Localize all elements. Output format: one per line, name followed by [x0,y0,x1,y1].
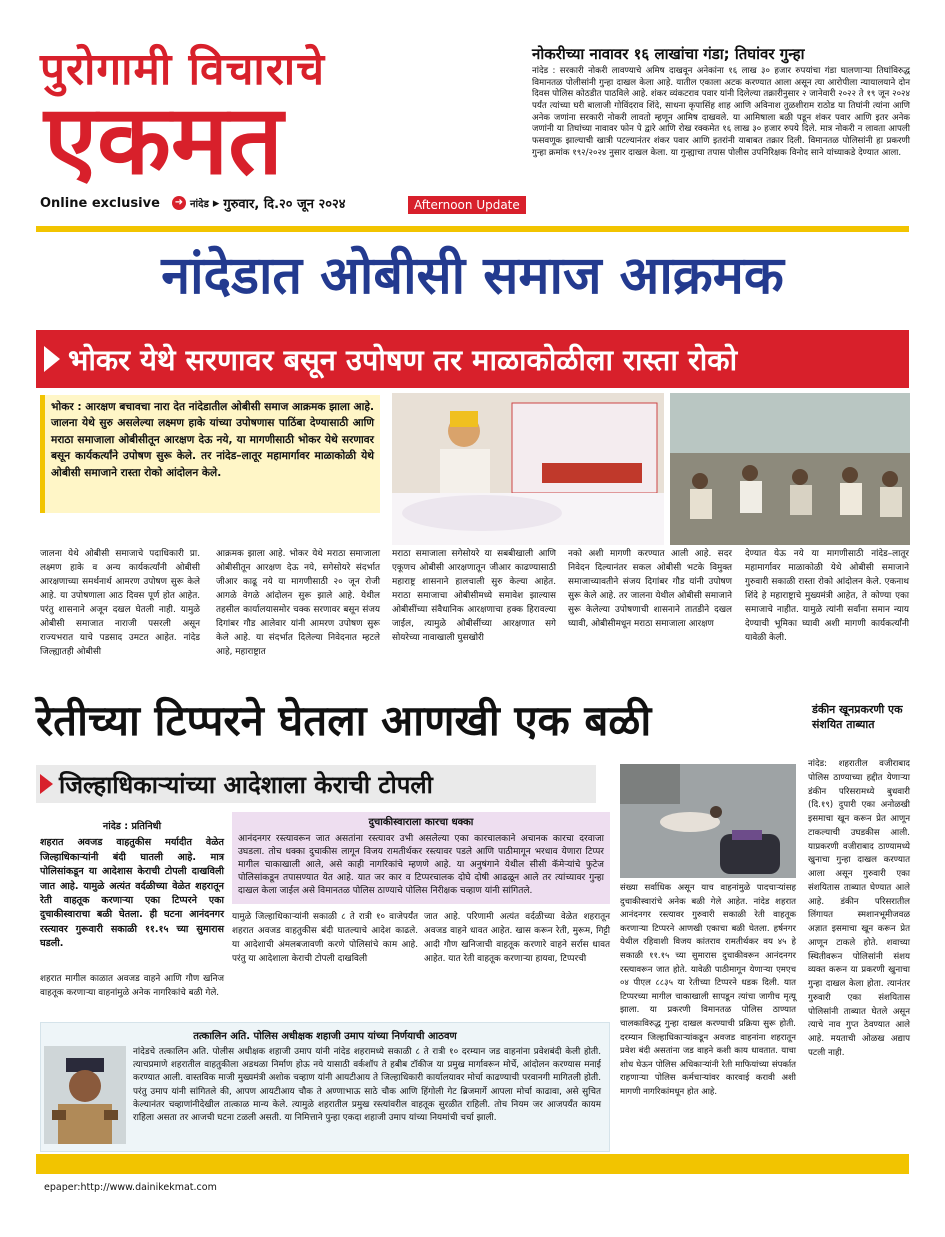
second-byline: नांदेड : प्रतिनिधी [102,821,162,832]
dateline [172,194,346,212]
lead-subheadline: भोकर येथे सरणावर बसून उपोषण तर माळाकोळीला रास्ता रोको [68,342,738,377]
accident-box [232,812,610,904]
footer-url: epaper:http://www.dainikekmat.com [44,1182,217,1193]
masthead-tagline: पुरोगामी विचाराचे [40,44,326,95]
second-lead [40,820,224,952]
lead-headline: नांदेडात ओबीसी समाज आक्रमक [161,246,784,306]
lead-col-1: जालना येथे ओबीसी समाजाचे पदाधिकारी प्रा. लक्ष्मण हाके व अन्य कार्यकर्त्यांनी ओबीसी आरक्षणाच्या समर्थनार्थ आमरण उपोषण सुरू केले आहे. या उपोषणाला आठ दिवस पूर्ण होत आहेत. परंतु शासनाने अजून दखल घेतली नाही. यामुळे ओबीसी समाजात नाराजी पसरली असून राज्यभरात याचे पडसाद उमटत आहेत. नांदेड जिल्ह्यातही ओबीसी [40,549,200,658]
edition-badge: Afternoon Update [408,196,526,214]
hunger-strike-photo [392,393,664,545]
memory-box-title: तत्कालिन अति. पोलिस अधीक्षक शहाजी उमाप यांच्या निर्णयाची आठवण [193,1031,457,1042]
second-col-4: संख्या सर्वाधिक असून याच वाहनांमुळे पादचाऱ्यांसह दुचाकीस्वारांचे अनेक बळी गेले आहेत. नांदेड शहरात आनंदनगर रस्त्यावर गुरुवारी सकाळी रेती वाहतूक करणाऱ्या टिप्परने आणखी एकाचा बळी घेतला. हर्षनगर येथील रहिवाशी विजय कांतराव रामतीर्थकर वय ४५ हे सकाळी ११.१५ च्या सुमारास दुचाकीवरून आनंदनगर रस्त्यावरून जात होते. यावेळी पाठीमागून येणाऱ्या एमएच ०४ पीएल ८८३५ या रेतीच्या टिप्परने धडक दिली. यात टिप्परच्या मागील चाकाखाली सापडून त्यांचा जागीच मृत्यू झाला. या प्रकरणी विमानतळ पोलिस ठाण्यात चालकाविरुद्ध गुन्हा दाखल करण्याची प्रक्रिया सुरू होती. दरम्यान जिल्हाधिकाऱ्यांकडून अवजड वाहनांना शहरातून प्रवेश बंदी असतांना जड वाहने कशी काय धावतात. याचा शोध घेऊन पोलिस अधिकाऱ्यांनी रेती माफियांच्या संपर्कात राहणाऱ्या पोलिस कर्मचाऱ्यांवर कारवाई करावी अशी मागणी नागरिकांमधून होत आहे. [620,883,796,1097]
online-exclusive-label: Online exclusive [40,196,160,211]
dateline-separator: ▸ [212,195,220,211]
lead-subheadline-banner [36,330,909,388]
accident-box-title: दुचाकीस्वाराला कारचा धक्का [368,817,474,828]
officer-photo [44,1046,126,1144]
third-story-headline: डंकीन खूनप्रकरणी एक संशयित ताब्यात [812,703,903,732]
side-story-body: नांदेड : सरकारी नोकरी लावण्याचे अमिष दाखवून अनेकांना १६ लाख ३० हजार रुपयांचा गंडा घालणाऱ्या तिघांविरुद्ध विमानतळ पोलीसांनी गुन्हा दाखल केला आहे. यातील एकाला अटक करण्यात आला असून त्या आरोपीला न्यायालयाने दोन दिवस पोलिस कोठडीत पाठविले आहे. शंकर व्यंकटराव पवार यांनी दिलेल्या तक्रारीनुसार २ जानेवारी २०२२ ते १९ जून २०२४ पर्यंत त्यांच्या घरी बालाजी गोविंदराव शिंदे, साधना कृपासिंह शाह आणि अविनाश तुळशीराम राठोड या तिघांनी त्यांना आणि अनेक जणांना सरकारी नोकरी लावतो म्हणून आमिष दाखवले. या आमिषाला बळी पडून शंकर पवार आणि इतर अनेक जणांनी या तिघांच्या नावावर फोन पे द्वारे आणि रोख रक्कमेत १६ लाख ३० हजार रुपये दिले. मात्र नोकरी न लावता आपली फसवणूक झाल्याची खात्री पटल्यानंतर शंकर पवार आणि इतरांनी याबाबत तक्रार दिली. विमानतळ पोलिसांनी हा प्रकरणी गुन्हा क्रमांक १९२/२०२४ नुसार दाखल केला. या गुन्ह्याचा तपास पोलीस उपनिरिक्षक विनोद साने यांच्याकडे देण्यात आला. [532,66,910,158]
rasta-roko-illustration [670,393,910,545]
top-rule [36,226,909,232]
memory-box-body: नांदेडचे तत्कालिन अति. पोलीस अधीक्षक शहाजी उमाप यांनी नांदेड शहरामध्ये सकाळी ८ ते रात्री १० दरम्यान जड वाहनांना प्रवेशबंदी केली होती. त्याचप्रमाणे शहरातील वाहतुकीला अडथळा निर्माण होऊ नये यासाठी वर्कशॉप ते हबीब टॉकीज या प्रमुख मार्गावरून मोर्चे, आंदोलन करण्यास मनाई करण्यात आली. वास्तविक माजी मुख्यमंत्री अशोक चव्हाण यांनी आयटीआय ते जिल्हाधिकारी कार्यालयावर मोर्चा काढण्याची परवानगी मागितली होती. परंतु उमाप यांनी सांगितले की, आपण आयटीआय चौक ते अण्णाभाऊ साठे चौक आणि हिंगोली गेट ब्रिजमार्गे आपला मोर्चा काढावा, असे सुचित केल्यानंतर चव्हाणांनीदेखील तात्काळ मान्य केले. त्यामुळे शहरातील प्रमुख रस्त्यांवरील वाहतूक सुरळीत राहिली. तोच नियम जर आजपर्यंत कायम राहिला असता तर आजची घटना टळली असती. या निमित्ताने पुन्हा एकदा शहाजी उमाप यांच्या नियमांची चर्चा झाली. [133,1047,601,1123]
arrow-right-icon: ➜ [172,196,186,210]
accident-illustration [620,764,796,878]
dateline-date: गुरुवार, दि.२० जून २०२४ [223,197,346,212]
second-subheadline: जिल्हाधिकाऱ्यांच्या आदेशाला केराची टोपली [59,770,433,799]
hunger-strike-illustration [392,393,664,545]
footer-rule [36,1154,909,1174]
lead-col-4: नको अशी मागणी करण्यात आली आहे. सदर निवेदन दिल्यानंतर सकल ओबीसी भटके विमुक्त समाजाच्यावतीने संजय दिगांबर गौड यांनी उपोषण सुरू केले आहे. तर जालना येथील ओबीसी समाजाने सुरू केलेल्या उपोषणाची शासनाने तातडीने दखल घ्यावी, ओबीसीमधून मराठा समाजाला आरक्षण [568,549,732,630]
triangle-right-icon [44,346,60,372]
triangle-right-icon [40,774,53,794]
second-subheadline-bar [36,765,596,803]
officer-portrait [44,1046,126,1144]
accident-photo [620,764,796,878]
masthead-name: एकमत [44,83,283,196]
rasta-roko-photo [670,393,910,545]
second-col-3: जात आहे. परिणामी अत्यंत वर्दळीच्या वेळेत शहरातून अवजड वाहने धावत आहेत. खास करून रेती, मुरूम, गिट्टी आदी गौण खनिजाची वाहतूक करणारे वाहने सर्रास धावत आहेत. यात रेती वाहतूक करणाऱ्या हायवा, टिप्परची [424,912,610,965]
side-story-title: नोकरीच्या नावावर १६ लाखांचा गंडा; तिघांवर गुन्हा [532,45,805,63]
accident-box-body: आनंदनगर रस्त्यावरून जात असतांना रस्त्यावर उभी असलेल्या एका कारचालकाने अचानक कारचा दरवाजा उघडला. तोच धक्का दुचाकीस लागून विजय रामतीर्थकर रस्त्यावर पडले आणि पाठीमागून भरधाव येणारा टिप्पर मागील चाकाखाली आले, असे काही नागरिकांचे म्हणणे आहे. या अनुषंगाने येथील सीसी कॅमेऱ्यांचे फुटेज पोलिसांकडून तपासण्यात येत आहे. यात जर कार व टिप्परचालक दोघे दोषी आढळून आले तर त्यांच्यावर गुन्हा दाखल केला जाईल असे विमानतळ पोलिस ठाण्याचे पोलिस निरीक्षक चव्हाण यांनी सांगितले. [238,833,604,896]
second-headline: रेतीच्या टिप्परने घेतला आणखी एक बळी [36,696,652,745]
second-lead-text: शहरात अवजड वाहतुकीस मर्यादीत वेळेत जिल्हाधिकाऱ्यांनी बंदी घातली आहे. मात्र पोलिसांकडून या आदेशास केराची टोपली दाखविली जात आहे. यामुळे अत्यंत वर्दळीच्या वेळेत शहरातून रेती वाहतूक करणाऱ्या एका टिप्परने एका दुचाकीस्वाराचा बळी घेतला. ही घटना आनंदनगर रस्त्यावर गुरूवारी सकाळी ११.१५ च्या सुमारास घडली. [40,837,224,950]
second-col-1: शहरात मागील काळात अवजड वाहने आणि गौण खनिज वाहतूक करणाऱ्या वाहनांमुळे अनेक नागरिकांचे बळी गेले. [40,974,224,999]
dateline-place: नांदेड [190,199,209,210]
third-story-body: नांदेड: शहरातील वजीराबाद पोलिस ठाण्याच्या हद्दीत येणाऱ्या डंकीन परिसरामध्ये बुधवारी (दि.१९) दुपारी एका अनोळखी इसमाचा खून करून प्रेत आणून टाकल्याची उघडकीस आली. याप्रकरणी वजीराबाद ठाण्यामध्ये खुनाचा गुन्हा दाखल करण्यात आला असून गुरुवारी एका संशयितास ताब्यात घेण्यात आले आहे. डंकीन परिसरातील लिंगायत स्मशानभूमीजवळ अज्ञात इसमाचा खून करून प्रेत आणून टाकले होते. शवाच्या स्थितीवरून पोलिसांनी संशय व्यक्त करून या प्रकरणी खुनाचा गुन्हा दाखल केला होता. त्यानंतर गुरुवारी एका संशयितास पोलिसांनी ताब्यात घेतले असून त्याचे नाव गुप्त ठेवण्यात आले आहे. मयताची ओळख अद्याप पटली नाही. [808,759,910,1058]
second-col-2: यामुळे जिल्हाधिकाऱ्यांनी सकाळी ८ ते रात्री १० वाजेपर्यंत शहरात अवजड वाहतुकीस बंदी घातल्याचे आदेश काढले. या आदेशाची अंमलबजावणी करणे पोलिसांचे काम आहे. परंतु या आदेशाला केराची टोपली दाखविली [232,912,418,965]
lead-col-5: देण्यात येऊ नये या मागणीसाठी नांदेड–लातूर महामार्गावर माळाकोळी येथे ओबीसी समाजाने गुरुवारी सकाळी रास्ता रोको आंदोलन केले. एकनाथ शिंदे हे महाराष्ट्राचे मुख्यमंत्री आहेत, ते कोण्या एका समाजाचे नाहीत. यामुळे त्यांनी सर्वांना समान न्याय देण्याची भूमिका घ्यावी अशी मागणी कार्यकर्त्यांनी यावेळी केली. [745,549,909,644]
lead-summary: भोकर : आरक्षण बचावचा नारा देत नांदेडातील ओबीसी समाज आक्रमक झाला आहे. जालना येथे सुरु असलेल्या लक्ष्मण हाके यांच्या उपोषणास पाठिंबा देण्यासाठी आणि मराठा समाजाला ओबीसीतून आरक्षण देऊ नये, या मागणीसाठी भोकर येथे सरणावर बसून कार्यकर्त्यांने उपोषण सुरू केले. तर नांदेड–लातूर महामार्गावर माळाकोळी येथे ओबीसी समाजाने रास्ता रोको आंदोलन केले. [40,395,380,513]
lead-col-3: मराठा समाजाला सगेसोयरे या सबबीखाली आणि एकूणच ओबीसी आरक्षणातून जीआर काढण्यासाठी महाराष्ट्र शासनाने हालचाली सुरु केल्या आहेत. मराठा समाजाचा ओबीसीमध्ये समावेश झाल्यास ओबीसींच्या संवैधानिक आरक्षणाचा हक्क हिरावल्या जाईल, त्यामुळे ओबीसींच्या आरक्षणात सगे सोयरेच्या नावाखाली घुसखोरी [392,549,556,644]
lead-col-2: आक्रमक झाला आहे. भोकर येथे मराठा समाजाला ओबीसीतून आरक्षण देऊ नये, सगेसोयरे संदर्भात जीआर काढू नये या मागणीसाठी २० जून रोजी आगळे वेगळे आंदोलन सुरू झाले आहे. येथील तहसील कार्यालयासमोर चक्क सरणावर बसून संजय दिगांबर गौड आलेवार यांनी आमरण उपोषण सुरू केले आहे. या संदर्भात दिलेल्या निवेदनात म्हटले आहे, महाराष्ट्रात [216,549,380,658]
